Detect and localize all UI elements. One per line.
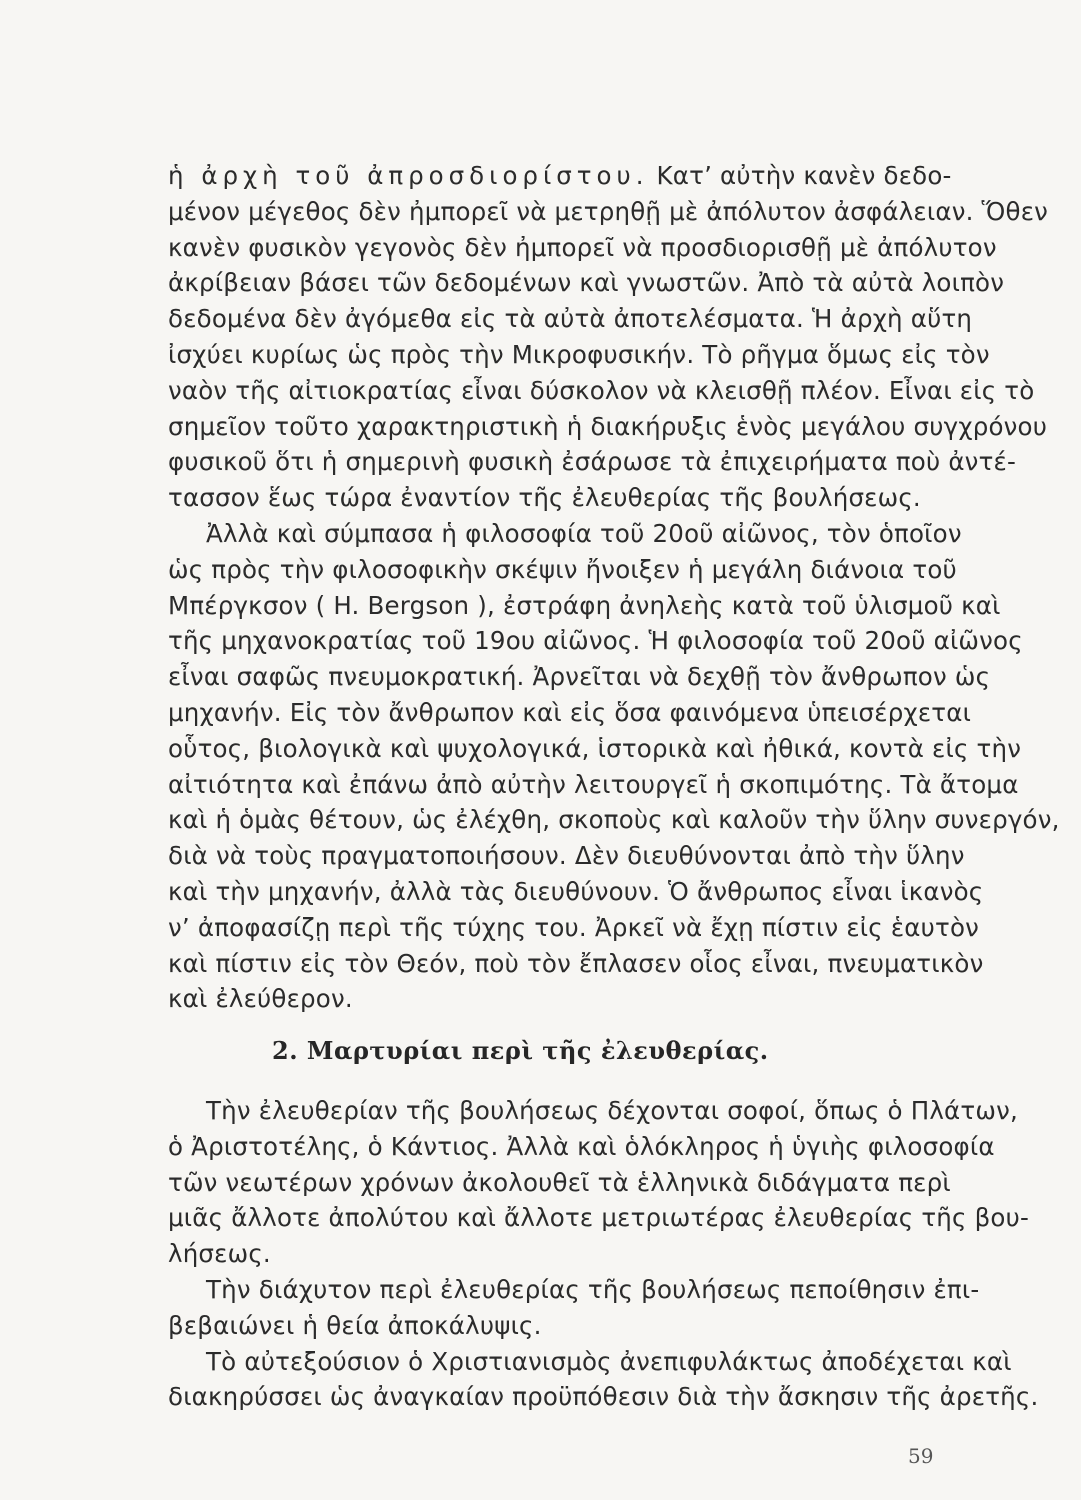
section-heading: 2. Μαρτυρίαι περὶ τῆς ἐλευθερίας. [272,1036,769,1065]
paragraph-2-line: τῆς μηχανοκρατίας τοῦ 19ου αἰῶνος. Ἡ φιλοσοφία τοῦ 20οῦ αἰῶνος [168,626,1023,656]
upper-text-block [168,158,1060,1017]
paragraph-3-line: τῶν νεωτέρων χρόνων ἀκολουθεῖ τὰ ἑλληνικὰ διδάγματα περὶ [168,1167,951,1197]
page-number: 59 [908,1444,934,1468]
paragraph-1-line: τασσον ἕως τώρα ἐναντίον τῆς ἐλευθερίας τῆς βουλήσεως. [168,483,921,513]
lower-text-block [168,1093,1039,1415]
paragraph-1-line: ἰσχύει κυρίως ὡς πρὸς τὴν Μικροφυσικήν. Τὸ ρῆγμα ὅμως εἰς τὸν [168,339,990,369]
paragraph-2-line: Μπέργκσον ( H. Bergson ), ἐστράφη ἀνηλεὴς κατὰ τοῦ ὑλισμοῦ καὶ [168,590,1001,620]
paragraph-5-line: διακηρύσσει ὡς ἀναγκαίαν προϋπόθεσιν διὰ τὴν ἄσκησιν τῆς ἀρετῆς. [168,1382,1039,1412]
spaced-term: ἡ ἀρχὴ τοῦ ἀπροσδιορίστου. [168,161,649,190]
paragraph-1-line: κανὲν φυσικὸν γεγονὸς δὲν ἠμπορεῖ νὰ προσδιορισθῇ μὲ ἀπόλυτον [168,232,997,262]
paragraph-2-line: οὗτος, βιολογικὰ καὶ ψυχολογικά, ἱστορικὰ καὶ ἠθικά, κοντὰ εἰς τὴν [168,733,1022,763]
paragraph-2-line: εἶναι σαφῶς πνευμοκρατική. Ἀρνεῖται νὰ δεχθῇ τὸν ἄνθρωπον ὡς [168,662,991,692]
paragraph-2-line: Ἀλλὰ καὶ σύμπασα ἡ φιλοσοφία τοῦ 20οῦ αἰῶνος, τὸν ὁποῖον [206,518,962,548]
paragraph-2-line: αἰτιότητα καὶ ἐπάνω ἀπὸ αὐτὴν λειτουργεῖ ἡ σκοπιμότης. Τὰ ἄτομα [168,769,1019,799]
paragraph-2-line: καὶ τὴν μηχανήν, ἀλλὰ τὰς διευθύνουν. Ὁ ἄνθρωπος εἶναι ἱκανὸς [168,876,984,906]
paragraph-2-line: καὶ ἡ ὁμὰς θέτουν, ὡς ἐλέχθη, σκοποὺς καὶ καλοῦν τὴν ὕλην συνεργόν, [168,805,1060,835]
paragraph-2-line: ν’ ἀποφασίζῃ περὶ τῆς τύχης του. Ἀρκεῖ νὰ ἔχῃ πίστιν εἰς ἑαυτὸν [168,912,980,942]
paragraph-2-line: καὶ ἐλεύθερον. [168,984,353,1014]
paragraph-1-line: δεδομένα δὲν ἀγόμεθα εἰς τὰ αὐτὰ ἀποτελέσματα. Ἡ ἀρχὴ αὕτη [168,304,973,334]
paragraph-1-line: ναὸν τῆς αἰτιοκρατίας εἶναι δύσκολον νὰ κλεισθῇ πλέον. Εἶναι εἰς τὸ [168,375,1035,405]
paragraph-4-line: Τὴν διάχυτον περὶ ἐλευθερίας τῆς βουλήσεως πεποίθησιν ἐπι- [206,1274,980,1304]
paragraph-1-line: ἀκρίβειαν βάσει τῶν δεδομένων καὶ γνωστῶν. Ἀπὸ τὰ αὐτὰ λοιπὸν [168,268,1005,298]
paragraph-3-line: Τὴν ἐλευθερίαν τῆς βουλήσεως δέχονται σοφοί, ὅπως ὁ Πλάτων, [206,1096,1018,1125]
paragraph-1-line [168,158,952,194]
paragraph-4-line: βεβαιώνει ἡ θεία ἀποκάλυψις. [168,1310,542,1340]
paragraph-5-line: Τὸ αὐτεξούσιον ὁ Χριστιανισμὸς ἀνεπιφυλάκτως ἀποδέχεται καὶ [206,1346,1012,1376]
paragraph-2-line: διὰ νὰ τοὺς πραγματοποιήσουν. Δὲν διευθύνονται ἀπὸ τὴν ὕλην [168,841,965,871]
paragraph-2-line: ὡς πρὸς τὴν φιλοσοφικὴν σκέψιν ἤνοιξεν ἡ μεγάλη διάνοια τοῦ [168,554,957,584]
paragraph-3-line: μιᾶς ἄλλοτε ἀπολύτου καὶ ἄλλοτε μετριωτέρας ἐλευθερίας τῆς βου- [168,1203,1030,1233]
paragraph-2-line: καὶ πίστιν εἰς τὸν Θεόν, ποὺ τὸν ἔπλασεν οἷος εἶναι, πνευματικὸν [168,948,984,978]
paragraph-1-line: μένον μέγεθος δὲν ἠμπορεῖ νὰ μετρηθῇ μὲ ἀπόλυτον ἀσφάλειαν. Ὅθεν [168,196,1049,226]
paragraph-1-line: φυσικοῦ ὅτι ἡ σημερινὴ φυσικὴ ἐσάρωσε τὰ ἐπιχειρήματα ποὺ ἀντέ- [168,447,1017,477]
paragraph-3-line: λήσεως. [168,1239,271,1269]
paragraph-1-line: σημεῖον τοῦτο χαρακτηριστικὴ ἡ διακήρυξις ἑνὸς μεγάλου συγχρόνου [168,411,1048,441]
paragraph-1-line-rest: Κατ’ αὐτὴν κανὲν δεδο- [656,161,952,190]
paragraph-2-line: μηχανήν. Εἰς τὸν ἄνθρωπον καὶ εἰς ὅσα φαινόμενα ὑπεισέρχεται [168,697,972,727]
paragraph-3-line: ὁ Ἀριστοτέλης, ὁ Κάντιος. Ἀλλὰ καὶ ὁλόκληρος ἡ ὑγιὴς φιλοσοφία [168,1131,995,1161]
